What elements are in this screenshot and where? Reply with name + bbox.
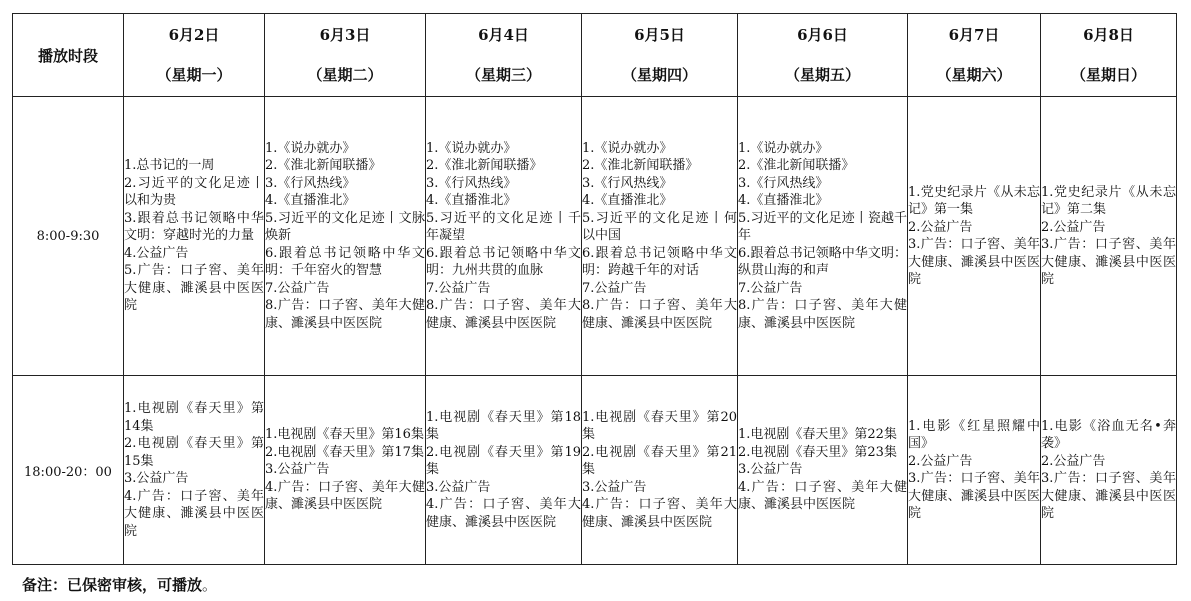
- program-list: [265, 426, 425, 514]
- program-list: [582, 409, 737, 532]
- day-header: [582, 14, 738, 97]
- program-list: [1041, 184, 1176, 289]
- program-cell: [1041, 376, 1177, 565]
- program-cell: [1041, 97, 1177, 376]
- day-date: 6月2日: [168, 26, 220, 44]
- schedule-row-morning: [13, 97, 1177, 376]
- program-item: 3.公益广告: [738, 462, 803, 478]
- day-header: [1041, 14, 1177, 97]
- program-item: 4.公益广告: [124, 245, 189, 261]
- day-header: [265, 14, 426, 97]
- program-item: 3.《行风热线》: [426, 175, 517, 191]
- program-item: 4.广告：口子窖、美年大健康、濉溪县中医医院: [265, 479, 425, 513]
- day-weekday: （星期六）: [936, 66, 1012, 84]
- program-item: 6.跟着总书记领略中华文明：九州共贯的血脉: [426, 245, 581, 279]
- program-cell: [738, 376, 908, 565]
- day-weekday: （星期四）: [621, 66, 697, 84]
- program-item: 1.《说办就办》: [265, 140, 356, 156]
- program-list: [265, 140, 425, 333]
- program-item: 8.广告：口子窖、美年大健康、濉溪县中医医院: [738, 298, 907, 331]
- program-item: 3.《行风热线》: [582, 175, 673, 191]
- program-item: 3.公益广告: [426, 479, 491, 495]
- program-item: 8.广告：口子窖、美年大健康、濉溪县中医医院: [582, 298, 737, 331]
- program-item: 1.电影《浴血无名•奔袭》: [1041, 418, 1176, 451]
- day-weekday: （星期日）: [1070, 66, 1146, 84]
- program-item: 6.跟着总书记领略中华文明：千年窑火的智慧: [265, 245, 425, 279]
- program-item: 4.广告：口子窖、美年大健康、濉溪县中医医院: [738, 479, 907, 513]
- program-item: 1.电视剧《春天里》第16集: [265, 427, 424, 443]
- program-cell: [265, 97, 426, 376]
- program-item: 1.电视剧《春天里》第22集: [738, 427, 897, 443]
- program-item: 3.《行风热线》: [265, 175, 356, 191]
- day-date: 6月4日: [478, 26, 529, 44]
- program-item: 3.公益广告: [582, 479, 647, 495]
- program-list: [908, 184, 1040, 289]
- program-item: 3.跟着总书记领略中华文明：穿越时光的力量: [124, 210, 264, 244]
- day-weekday: （星期三）: [465, 66, 541, 84]
- day-weekday: （星期二）: [307, 66, 383, 84]
- program-cell: [426, 97, 582, 376]
- program-item: 2.《淮北新闻联播》: [582, 158, 699, 174]
- day-header: [426, 14, 582, 97]
- program-cell: [582, 97, 738, 376]
- day-date: 6月5日: [634, 26, 685, 44]
- program-item: 5.广告：口子窖、美年大健康、濉溪县中医医院: [124, 263, 264, 314]
- program-item: 1.总书记的一周: [124, 158, 215, 174]
- program-list: [426, 409, 581, 532]
- header-row: [13, 14, 1177, 97]
- schedule-row-evening: [13, 376, 1177, 565]
- program-item: 5.习近平的文化足迹丨文脉焕新: [265, 210, 425, 244]
- program-item: 5.习近平的文化足迹丨瓷越千年: [738, 210, 907, 244]
- program-item: 1.党史纪录片《从未忘记》第二集: [1041, 184, 1176, 217]
- program-item: 4.广告：口子窖、美年大健康、濉溪县中医医院: [426, 497, 581, 530]
- program-item: 1.电视剧《春天里》第18集: [426, 409, 581, 443]
- program-item: 1.《说办就办》: [426, 140, 517, 156]
- program-item: 4.广告：口子窖、美年大健康、濉溪县中医医院: [582, 497, 737, 530]
- footnote-label: 备注：已保密审核，可播放: [22, 576, 203, 594]
- program-item: 7.公益广告: [582, 280, 647, 296]
- program-list: [426, 140, 581, 333]
- program-item: 2.公益广告: [1041, 453, 1106, 469]
- program-item: 3.广告：口子窖、美年大健康、濉溪县中医医院: [1041, 471, 1176, 521]
- program-list: [738, 140, 907, 333]
- program-cell: [738, 97, 908, 376]
- program-item: 1.《说办就办》: [738, 140, 829, 156]
- program-list: [738, 426, 907, 514]
- program-list: [582, 140, 737, 333]
- program-item: 5.习近平的文化足迹丨千年凝望: [426, 210, 581, 244]
- program-item: 7.公益广告: [738, 280, 803, 296]
- program-item: 2.公益广告: [908, 453, 973, 469]
- program-cell: [124, 97, 265, 376]
- program-item: 7.公益广告: [426, 280, 491, 296]
- day-header: [908, 14, 1041, 97]
- program-item: 4.《直播淮北》: [426, 193, 517, 209]
- day-date: 6月8日: [1083, 26, 1134, 44]
- program-item: 2.《淮北新闻联播》: [265, 158, 382, 174]
- program-item: 3.公益广告: [265, 462, 330, 478]
- program-item: 3.公益广告: [124, 471, 189, 486]
- program-item: 2.习近平的文化足迹丨以和为贵: [124, 175, 264, 209]
- program-item: 1.电视剧《春天里》第14集: [124, 401, 264, 434]
- time-slot-cell: 18:00-20：00: [13, 376, 124, 565]
- program-item: 4.《直播淮北》: [582, 193, 673, 209]
- day-date: 6月7日: [948, 26, 1000, 44]
- program-item: 2.公益广告: [908, 219, 973, 235]
- program-item: 2.电视剧《春天里》第17集: [265, 444, 424, 460]
- program-cell: [908, 376, 1041, 565]
- program-item: 2.电视剧《春天里》第23集: [738, 444, 897, 460]
- program-item: 3.广告：口子窖、美年大健康、濉溪县中医医院: [908, 237, 1040, 287]
- day-header: [738, 14, 908, 97]
- program-item: 2.《淮北新闻联播》: [426, 158, 543, 174]
- program-cell: [426, 376, 582, 565]
- program-list: [124, 157, 264, 315]
- program-item: 2.电视剧《春天里》第19集: [426, 444, 581, 478]
- program-list: [908, 418, 1040, 523]
- program-cell: [908, 97, 1041, 376]
- program-item: 3.广告：口子窖、美年大健康、濉溪县中医医院: [1041, 237, 1176, 287]
- program-item: 1.电视剧《春天里》第20集: [582, 409, 737, 443]
- footnote-period: 。: [202, 576, 218, 594]
- program-item: 2.《淮北新闻联播》: [738, 158, 855, 174]
- day-date: 6月3日: [319, 26, 371, 44]
- time-slot-cell: 8:00-9:30: [13, 97, 124, 376]
- program-item: 8.广告：口子窖、美年大健康、濉溪县中医医院: [426, 298, 581, 331]
- program-item: 5.习近平的文化足迹丨何以中国: [582, 210, 737, 244]
- day-weekday: （星期一）: [156, 66, 232, 84]
- day-header: [124, 14, 265, 97]
- program-list: [1041, 418, 1176, 523]
- program-item: 6.跟着总书记领略中华文明：纵贯山海的和声: [738, 245, 907, 279]
- program-item: 8.广告：口子窖、美年大健康、濉溪县中医医院: [265, 298, 425, 331]
- day-weekday: （星期五）: [784, 66, 860, 84]
- program-item: 1.电影《红星照耀中国》: [908, 418, 1040, 451]
- program-item: 2.电视剧《春天里》第21集: [582, 444, 737, 478]
- program-item: 2.公益广告: [1041, 219, 1106, 235]
- program-item: 7.公益广告: [265, 280, 330, 296]
- program-list: [124, 400, 264, 540]
- program-item: 4.《直播淮北》: [265, 193, 356, 209]
- program-item: 3.《行风热线》: [738, 175, 829, 191]
- program-item: 6.跟着总书记领略中华文明：跨越千年的对话: [582, 245, 737, 279]
- program-cell: [124, 376, 265, 565]
- program-item: 4.《直播淮北》: [738, 193, 829, 209]
- program-item: 2.电视剧《春天里》第15集: [124, 436, 264, 469]
- program-cell: [265, 376, 426, 565]
- program-item: 3.广告：口子窖、美年大健康、濉溪县中医医院: [908, 471, 1040, 521]
- time-slot-header: 播放时段: [13, 14, 124, 97]
- program-item: 4.广告：口子窖、美年大健康、濉溪县中医医院: [124, 488, 264, 539]
- footnote: [22, 574, 217, 595]
- day-date: 6月6日: [797, 26, 848, 44]
- broadcast-schedule-table: [12, 13, 1177, 565]
- program-cell: [582, 376, 738, 565]
- program-item: 1.党史纪录片《从未忘记》第一集: [908, 184, 1040, 217]
- program-item: 1.《说办就办》: [582, 140, 673, 156]
